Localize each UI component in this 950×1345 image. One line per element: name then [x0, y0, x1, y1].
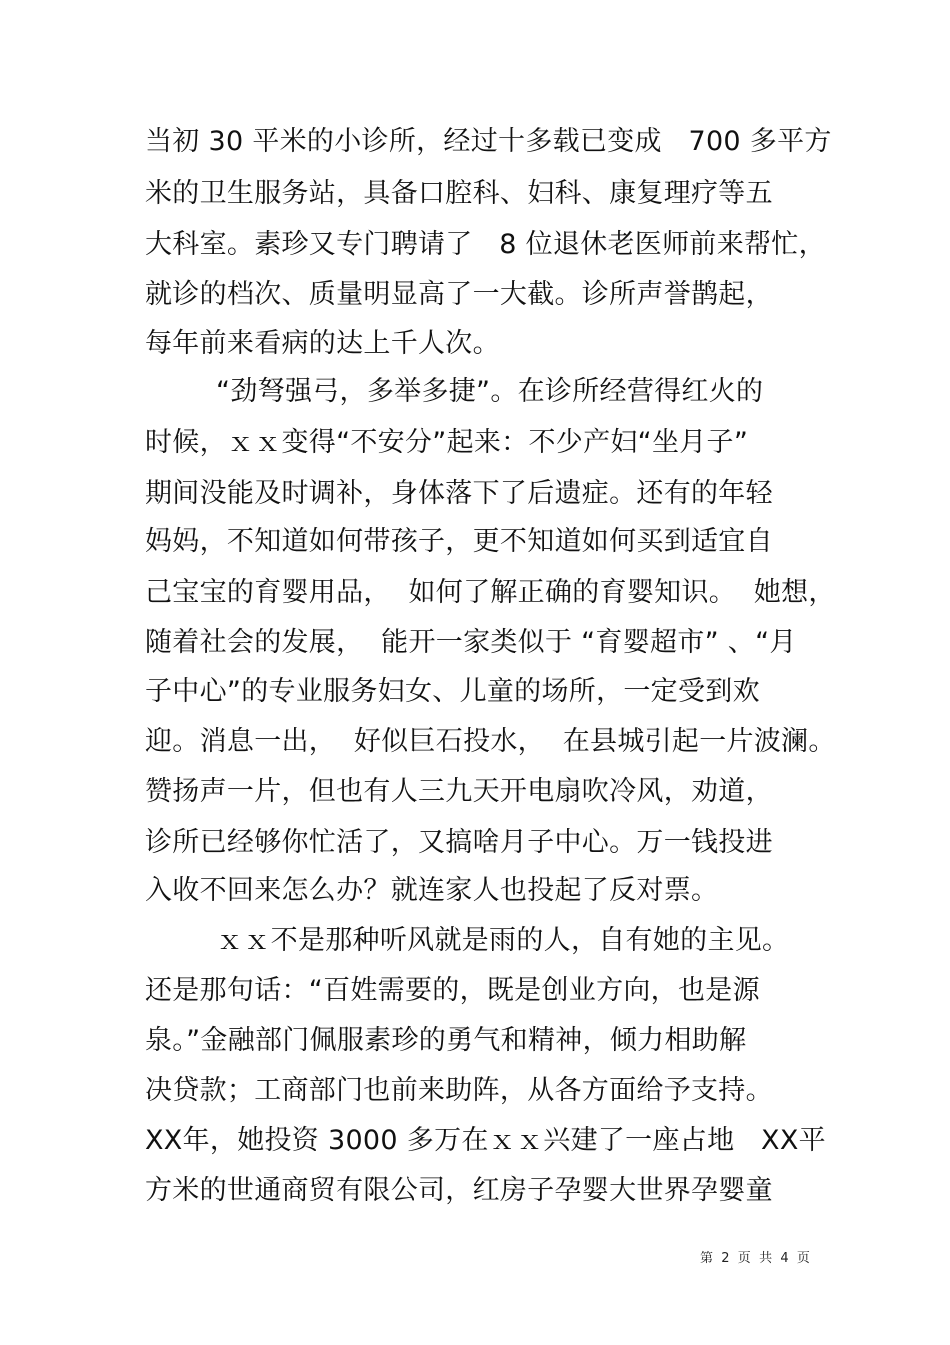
text-line-11: 随着社会的发展， 能开一家类似于 “育婴超市” 、“月 [145, 627, 797, 658]
text-line-6: “劲弩强弓，多举多捷”。在诊所经营得红火的 [145, 376, 764, 407]
text-line-16: 入收不回来怎么办？就连家人也投起了反对票。 [145, 875, 719, 906]
text-line-14: 赞扬声一片，但也有人三九天开电扇吹冷风，劝道， [145, 776, 773, 807]
text-line-12: 子中心”的专业服务妇女、儿童的场所，一定受到欢 [145, 676, 760, 707]
text-line-3: 大科室。素珍又专门聘请了 8 位退休老医师前来帮忙， [145, 229, 826, 260]
text-line-19: 泉。”金融部门佩服素珍的勇气和精神，倾力相助解 [145, 1025, 747, 1056]
text-line-2: 米的卫生服务站，具备口腔科、妇科、康复理疗等五 [145, 178, 773, 209]
text-line-1: 当初 30 平米的小诊所，经过十多载已变成 700 多平方 [145, 126, 832, 157]
text-line-18: 还是那句话：“百姓需要的，既是创业方向，也是源 [145, 975, 760, 1006]
text-line-17: ｘｘ不是那种听风就是雨的人，自有她的主见。 [145, 925, 790, 956]
text-line-5: 每年前来看病的达上千人次。 [145, 328, 500, 359]
text-line-22: 方米的世通商贸有限公司，红房子孕婴大世界孕婴童 [145, 1175, 773, 1206]
text-line-9: 妈妈，不知道如何带孩子，更不知道如何买到适宜自 [145, 526, 773, 557]
text-line-8: 期间没能及时调补，身体落下了后遗症。还有的年轻 [145, 478, 773, 509]
text-line-10: 己宝宝的育婴用品， 如何了解正确的育婴知识。 她想， [145, 577, 836, 608]
page-number-footer: 第 2 页 共 4 页 [700, 1251, 810, 1266]
text-line-20: 决贷款；工商部门也前来助阵，从各方面给予支持。 [145, 1075, 773, 1106]
text-line-15: 诊所已经够你忙活了，又搞啥月子中心。万一钱投进 [145, 827, 773, 858]
text-line-4: 就诊的档次、质量明显高了一大截。诊所声誉鹊起， [145, 279, 773, 310]
text-line-13: 迎。消息一出， 好似巨石投水， 在县城引起一片波澜。 [145, 726, 836, 757]
text-line-7: 时候，ｘｘ变得“不安分”起来：不少产妇“坐月子” [145, 427, 749, 458]
text-line-21: XX年，她投资 3000 多万在ｘｘ兴建了一座占地 XX平 [145, 1125, 826, 1156]
